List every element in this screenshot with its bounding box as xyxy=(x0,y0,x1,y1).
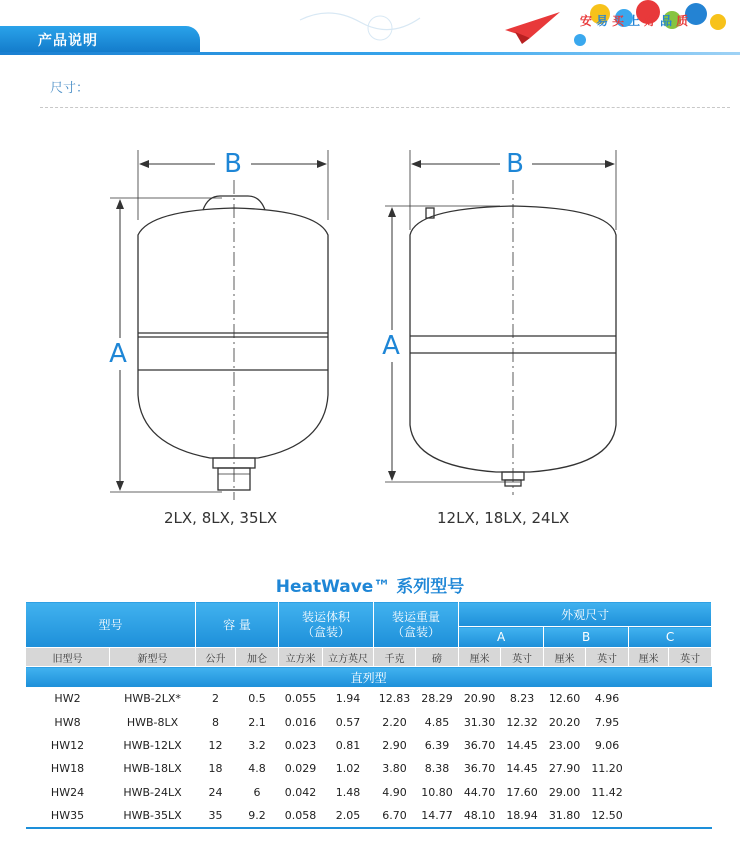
header-unit: 厘米 xyxy=(544,648,586,667)
table-cell: 31.30 xyxy=(463,715,496,729)
table-cell: 2.20 xyxy=(382,715,407,729)
table-cell xyxy=(629,687,669,710)
tank-drawing-1 xyxy=(110,150,328,500)
table-row xyxy=(26,757,712,780)
table-cell: 27.90 xyxy=(548,762,581,776)
size-label: 尺寸： xyxy=(50,81,90,96)
table-cell xyxy=(669,687,712,710)
table-cell: 2.90 xyxy=(382,738,407,752)
table-cell: 6.70 xyxy=(374,804,416,828)
table-cell: 2.1 xyxy=(248,715,266,729)
drawing-caption-1: 2LX, 8LX, 35LX xyxy=(164,509,278,527)
table-cell: 29.00 xyxy=(548,785,581,799)
table-cell: 12.83 xyxy=(378,692,411,706)
table-cell: 36.70 xyxy=(463,762,496,776)
table-cell: 2.05 xyxy=(323,804,374,828)
table-cell: HWB-12LX xyxy=(123,738,182,752)
table-cell: 4.8 xyxy=(248,762,266,776)
header-dimensions: 外观尺寸 xyxy=(459,602,712,627)
group-label: 直列型 xyxy=(26,667,712,688)
table-cell: 0.023 xyxy=(284,738,317,752)
table-cell: 0.029 xyxy=(284,762,317,776)
table-cell: 9.06 xyxy=(594,738,620,752)
banner-tab xyxy=(0,26,200,54)
table-cell: 1.94 xyxy=(335,692,361,706)
table-cell: 0.055 xyxy=(284,692,317,706)
table-cell: 12 xyxy=(208,738,223,752)
table-cell: 18 xyxy=(208,762,223,776)
dashed-divider xyxy=(40,107,730,108)
table-cell: 2 xyxy=(212,692,220,706)
table-cell: 12.50 xyxy=(586,804,629,828)
table-cell xyxy=(669,710,712,733)
slogan-char: 品 xyxy=(660,14,673,28)
series-title: HeatWave™ 系列型号 xyxy=(275,577,465,597)
table-cell: 12.32 xyxy=(506,715,538,729)
header-unit: 英寸 xyxy=(586,648,629,667)
table-cell: HW24 xyxy=(50,785,85,799)
table-cell: HWB-2LX* xyxy=(124,692,181,706)
table-cell: 8.38 xyxy=(424,762,450,776)
table-cell: 6 xyxy=(253,785,261,799)
header-unit: 磅 xyxy=(416,648,459,667)
table-cell: 0.5 xyxy=(248,692,266,706)
table-cell: 0.058 xyxy=(279,804,323,828)
table-cell: 0.57 xyxy=(335,715,361,729)
paper-plane-icon xyxy=(505,12,560,44)
table-cell xyxy=(629,710,669,733)
drawing-caption-2: 12LX, 18LX, 24LX xyxy=(437,509,570,527)
header-unit: 立方英尺 xyxy=(323,648,374,667)
header-unit: 厘米 xyxy=(629,648,669,667)
table-cell: HW35 xyxy=(26,804,110,828)
dim-b-label-2: B xyxy=(506,149,524,179)
dim-a-label-2: A xyxy=(382,331,400,361)
table-cell: 28.29 xyxy=(421,692,453,706)
table-cell: 4.96 xyxy=(594,692,620,706)
table-cell: 20.20 xyxy=(548,715,581,729)
header-unit: 旧型号 xyxy=(26,648,110,667)
table-cell: 17.60 xyxy=(506,785,538,799)
table-cell: 11.20 xyxy=(591,762,623,776)
table-row xyxy=(26,687,712,710)
table-cell: 9.2 xyxy=(236,804,279,828)
table-cell: 35 xyxy=(196,804,236,828)
table-cell: 0.016 xyxy=(284,715,317,729)
header-unit: 厘米 xyxy=(459,648,501,667)
table-cell: 14.45 xyxy=(506,738,538,752)
table-cell: 44.70 xyxy=(463,785,496,799)
table-cell: 36.70 xyxy=(463,738,496,752)
table-cell: 8 xyxy=(212,715,220,729)
table-cell xyxy=(629,757,669,780)
group-row xyxy=(26,667,712,688)
slogan-char: 安 xyxy=(580,14,593,28)
table-cell: 20.90 xyxy=(463,692,496,706)
table-cell xyxy=(629,781,669,804)
table-cell: 18.94 xyxy=(501,804,544,828)
slogan-char: 上 xyxy=(628,14,641,28)
table-row xyxy=(26,804,712,828)
table-cell xyxy=(669,734,712,757)
table-cell: 23.00 xyxy=(548,738,581,752)
header-unit: 公升 xyxy=(196,648,236,667)
header-row-3 xyxy=(26,648,712,667)
table-cell: 12.60 xyxy=(548,692,581,706)
table-cell xyxy=(669,757,712,780)
table-cell xyxy=(629,804,669,828)
table-cell xyxy=(669,781,712,804)
slogan-char: 买 xyxy=(612,14,625,28)
header-ship-weight: 装运重量 （盒装） xyxy=(374,602,459,648)
table-cell: HW18 xyxy=(50,762,85,776)
header-ship-volume: 装运体积 （盒装） xyxy=(279,602,374,648)
table-cell: 1.48 xyxy=(335,785,361,799)
table-cell: 6.39 xyxy=(424,738,450,752)
table-row xyxy=(26,781,712,804)
header-model: 型号 xyxy=(26,602,196,648)
dim-b-label-1: B xyxy=(224,149,242,179)
header-unit: 英寸 xyxy=(501,648,544,667)
table-cell: 4.90 xyxy=(382,785,407,799)
table-body xyxy=(26,687,712,828)
header-banner xyxy=(0,0,740,56)
table-cell: 3.80 xyxy=(382,762,407,776)
header-dim-b: B xyxy=(544,627,629,648)
table-row xyxy=(26,734,712,757)
slogan-char: 质 xyxy=(676,14,689,28)
table-cell: 10.80 xyxy=(421,785,453,799)
table-cell: 3.2 xyxy=(248,738,266,752)
table-cell: HWB-18LX xyxy=(123,762,182,776)
table-cell xyxy=(629,734,669,757)
tank-drawing-2 xyxy=(385,150,616,495)
table-cell: 31.80 xyxy=(544,804,586,828)
slogan-char: 好 xyxy=(644,14,657,28)
table-cell: 48.10 xyxy=(459,804,501,828)
header-unit: 千克 xyxy=(374,648,416,667)
table-cell: HWB-35LX xyxy=(110,804,196,828)
table-cell: HWB-24LX xyxy=(123,785,182,799)
table-cell: 14.45 xyxy=(506,762,538,776)
table-cell: 0.042 xyxy=(284,785,317,799)
header-unit: 新型号 xyxy=(110,648,196,667)
header-dim-c: C xyxy=(629,627,712,648)
table-cell: 0.81 xyxy=(335,738,361,752)
tank-drawings xyxy=(0,140,740,540)
slogan-char: 易 xyxy=(596,14,609,28)
table-cell: HWB-8LX xyxy=(126,715,179,729)
header-dim-a: A xyxy=(459,627,544,648)
spec-table xyxy=(25,601,712,829)
header-unit: 英寸 xyxy=(669,648,712,667)
table-cell: HW12 xyxy=(50,738,85,752)
banner-title: 产品说明 xyxy=(38,33,98,49)
table-cell: 1.02 xyxy=(335,762,361,776)
header-row-1 xyxy=(26,602,712,627)
table-cell: 4.85 xyxy=(424,715,450,729)
header-capacity: 容 量 xyxy=(196,602,279,648)
table-cell: 7.95 xyxy=(594,715,620,729)
table-cell: HW2 xyxy=(54,692,81,706)
table-cell: 11.42 xyxy=(591,785,623,799)
table-cell: 14.77 xyxy=(416,804,459,828)
dim-a-label-1: A xyxy=(109,339,127,369)
table-cell: 24 xyxy=(208,785,223,799)
table-cell: 8.23 xyxy=(509,692,535,706)
table-cell xyxy=(669,804,712,828)
header-unit: 立方米 xyxy=(279,648,323,667)
table-row xyxy=(26,710,712,733)
banner-underline xyxy=(0,52,740,55)
slogan xyxy=(580,12,692,29)
table-cell: HW8 xyxy=(54,715,81,729)
header-unit: 加仑 xyxy=(236,648,279,667)
